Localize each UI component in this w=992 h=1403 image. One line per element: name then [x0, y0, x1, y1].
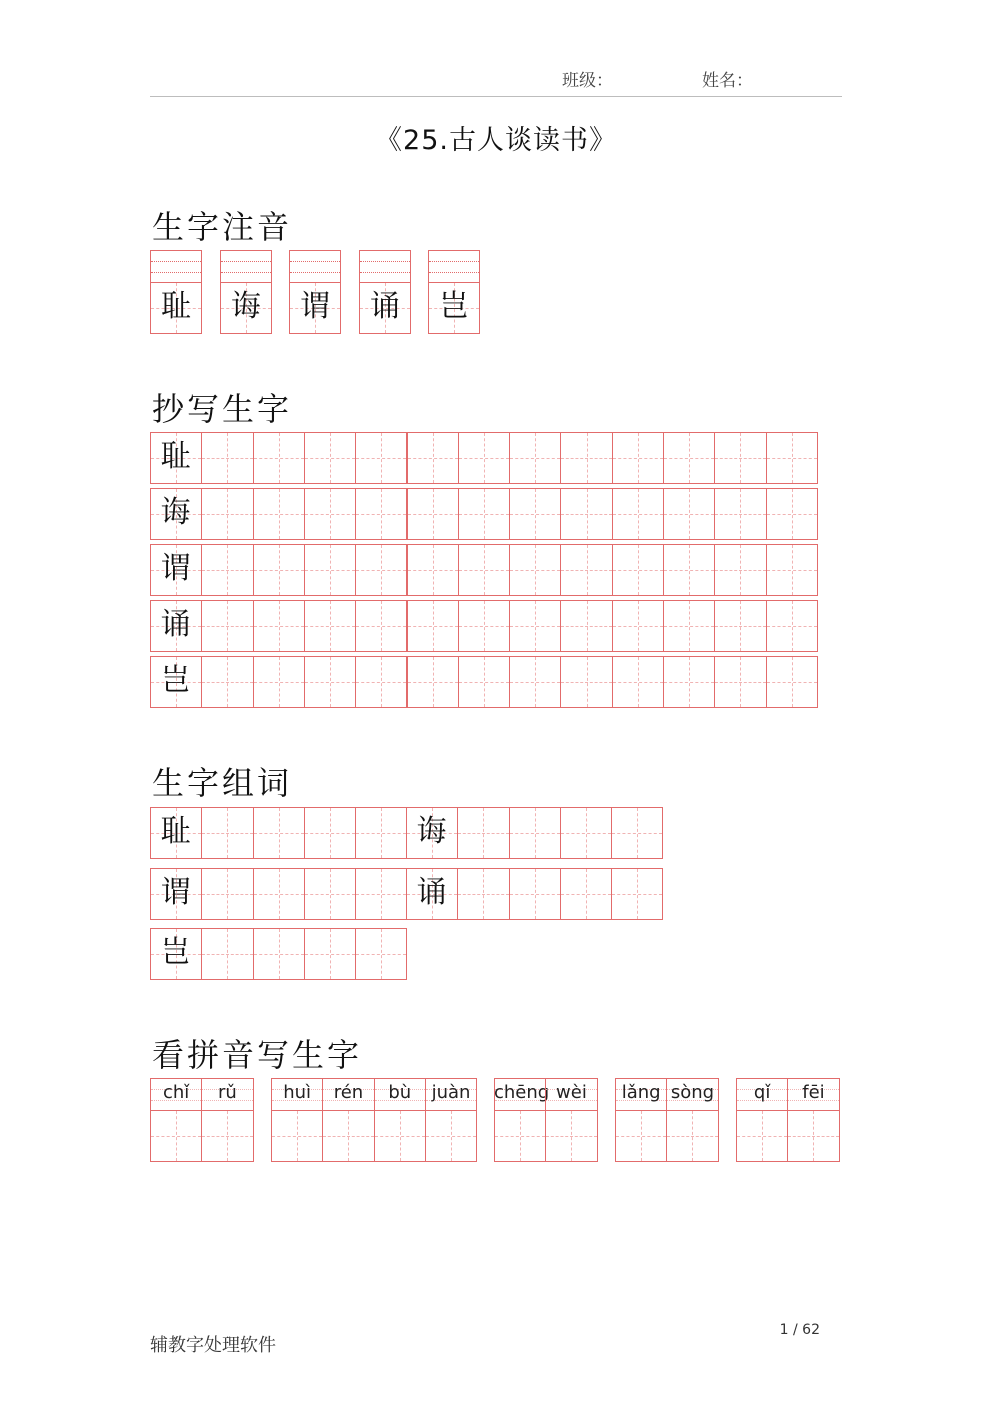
- guide-vertical: [381, 545, 382, 595]
- guide-vertical: [227, 869, 228, 919]
- copy-practice-cell: [714, 600, 766, 652]
- word-practice-cell: [355, 928, 407, 980]
- copy-practice-cell: [201, 656, 253, 708]
- copy-practice-cell: [612, 544, 664, 596]
- copy-model-char: 谓: [160, 550, 191, 586]
- copy-practice-cell: [253, 656, 305, 708]
- copy-practice-cell: [407, 600, 459, 652]
- guide-vertical: [279, 929, 280, 979]
- guide-vertical: [813, 1111, 814, 1161]
- guide-vertical: [740, 545, 741, 595]
- copy-practice-cell: [714, 656, 766, 708]
- copy-practice-cell: [560, 488, 612, 540]
- guide-vertical: [330, 545, 331, 595]
- copy-practice-cell: [612, 600, 664, 652]
- guide-vertical: [330, 929, 331, 979]
- copy-practice-cell: [560, 432, 612, 484]
- copy-practice-cell: [663, 488, 715, 540]
- copy-practice-cell: [663, 544, 715, 596]
- guide-vertical: [762, 1111, 763, 1161]
- copy-practice-cell: [458, 544, 510, 596]
- copy-practice-cell: [304, 432, 356, 484]
- section-title-pinyin: 看拼音写生字: [152, 1036, 363, 1074]
- guide-vertical: [330, 489, 331, 539]
- copy-practice-cell: [201, 600, 253, 652]
- copy-practice-cell: [355, 656, 407, 708]
- guide-vertical: [227, 808, 228, 858]
- word-practice-cell: [457, 807, 509, 859]
- word-practice-cell: [509, 807, 561, 859]
- guide-vertical: [637, 869, 638, 919]
- word-practice-cell: [253, 807, 305, 859]
- guide-vertical: [433, 433, 434, 483]
- copy-practice-cell: [253, 544, 305, 596]
- copy-practice-cell: [612, 488, 664, 540]
- copy-practice-cell: [766, 488, 818, 540]
- pinyin-answer-box: [150, 250, 202, 283]
- guide-vertical: [689, 489, 690, 539]
- word-model-char: 耻: [160, 813, 191, 849]
- guide-vertical: [433, 657, 434, 707]
- guide-vertical: [483, 808, 484, 858]
- guide-vertical: [637, 808, 638, 858]
- pinyin-answer-cell: [545, 1110, 597, 1162]
- char-label: 诵: [370, 289, 400, 324]
- copy-model-char: 耻: [160, 438, 191, 474]
- pinyin-guide-line: [221, 272, 271, 273]
- guide-vertical: [227, 657, 228, 707]
- pinyin-answer-cell: [615, 1110, 667, 1162]
- pinyin-text: bù: [388, 1082, 412, 1103]
- guide-vertical: [587, 545, 588, 595]
- pinyin-answer-cell: [425, 1110, 477, 1162]
- word-practice-cell: [253, 868, 305, 920]
- copy-practice-cell: [663, 432, 715, 484]
- guide-vertical: [638, 657, 639, 707]
- word-practice-cell: [201, 807, 253, 859]
- pinyin-text: rǔ: [218, 1082, 237, 1103]
- guide-vertical: [689, 545, 690, 595]
- pinyin-answer-box: [359, 250, 411, 283]
- guide-vertical: [330, 808, 331, 858]
- copy-practice-cell: [612, 656, 664, 708]
- word-practice-cell: [253, 928, 305, 980]
- copy-practice-cell: [304, 656, 356, 708]
- guide-vertical: [641, 1111, 642, 1161]
- pinyin-guide-line: [221, 261, 271, 262]
- page-title: 《25.古人谈读书》: [375, 125, 617, 156]
- guide-vertical: [535, 657, 536, 707]
- copy-practice-cell: [509, 488, 561, 540]
- name-label: 姓名：: [702, 71, 753, 91]
- guide-vertical: [638, 433, 639, 483]
- guide-vertical: [520, 1111, 521, 1161]
- guide-vertical: [587, 601, 588, 651]
- guide-vertical: [297, 1111, 298, 1161]
- guide-vertical: [638, 545, 639, 595]
- pinyin-answer-cell: [666, 1110, 718, 1162]
- guide-vertical: [279, 601, 280, 651]
- copy-practice-cell: [355, 432, 407, 484]
- guide-vertical: [348, 1111, 349, 1161]
- pinyin-guide-line: [429, 272, 479, 273]
- word-practice-cell: [611, 868, 663, 920]
- pinyin-guide-line: [429, 261, 479, 262]
- word-practice-cell: [560, 807, 612, 859]
- guide-vertical: [330, 869, 331, 919]
- copy-practice-cell: [355, 488, 407, 540]
- word-practice-cell: [560, 868, 612, 920]
- guide-vertical: [279, 869, 280, 919]
- copy-practice-cell: [612, 432, 664, 484]
- copy-practice-cell: [355, 544, 407, 596]
- guide-vertical: [279, 433, 280, 483]
- pinyin-answer-cell: [322, 1110, 374, 1162]
- char-label: 谓: [300, 289, 330, 324]
- guide-vertical: [381, 489, 382, 539]
- guide-vertical: [638, 489, 639, 539]
- guide-vertical: [792, 433, 793, 483]
- guide-vertical: [176, 1111, 177, 1161]
- pinyin-answer-cell: [787, 1110, 839, 1162]
- guide-vertical: [689, 657, 690, 707]
- copy-practice-cell: [407, 656, 459, 708]
- copy-practice-cell: [509, 600, 561, 652]
- guide-vertical: [279, 489, 280, 539]
- pinyin-text: qǐ: [753, 1082, 771, 1103]
- guide-vertical: [586, 808, 587, 858]
- guide-vertical: [330, 433, 331, 483]
- copy-practice-cell: [201, 544, 253, 596]
- copy-practice-cell: [458, 656, 510, 708]
- guide-vertical: [381, 433, 382, 483]
- guide-vertical: [484, 489, 485, 539]
- guide-vertical: [483, 869, 484, 919]
- pinyin-text: rén: [333, 1082, 364, 1103]
- copy-practice-cell: [355, 600, 407, 652]
- pinyin-answer-box: [289, 250, 341, 283]
- guide-vertical: [484, 601, 485, 651]
- guide-vertical: [692, 1111, 693, 1161]
- pinyin-answer-cell: [201, 1110, 253, 1162]
- copy-practice-cell: [714, 488, 766, 540]
- guide-vertical: [740, 657, 741, 707]
- guide-vertical: [484, 657, 485, 707]
- guide-vertical: [638, 601, 639, 651]
- word-practice-cell: [355, 807, 407, 859]
- word-practice-cell: [304, 807, 356, 859]
- guide-vertical: [227, 1111, 228, 1161]
- pinyin-guide-line: [290, 272, 340, 273]
- word-practice-cell: [509, 868, 561, 920]
- word-practice-cell: [304, 868, 356, 920]
- copy-model-char: 诵: [160, 606, 191, 642]
- copy-practice-cell: [407, 488, 459, 540]
- guide-vertical: [535, 808, 536, 858]
- guide-vertical: [792, 657, 793, 707]
- char-label: 岂: [439, 289, 469, 324]
- header-rule: [150, 96, 842, 97]
- pinyin-answer-cell: [494, 1110, 546, 1162]
- page-number: 1 / 62: [779, 1322, 820, 1338]
- copy-practice-cell: [509, 432, 561, 484]
- guide-vertical: [227, 601, 228, 651]
- copy-practice-cell: [714, 432, 766, 484]
- guide-vertical: [400, 1111, 401, 1161]
- word-practice-cell: [355, 868, 407, 920]
- copy-practice-cell: [201, 432, 253, 484]
- guide-vertical: [740, 489, 741, 539]
- guide-vertical: [740, 433, 741, 483]
- copy-practice-cell: [509, 544, 561, 596]
- copy-practice-cell: [766, 544, 818, 596]
- guide-vertical: [484, 433, 485, 483]
- pinyin-text: huì: [283, 1082, 312, 1103]
- pinyin-guide-line: [151, 272, 201, 273]
- pinyin-answer-box: [220, 250, 272, 283]
- word-model-char: 岂: [160, 934, 191, 970]
- guide-vertical: [227, 433, 228, 483]
- copy-practice-cell: [560, 600, 612, 652]
- pinyin-guide-line: [360, 261, 410, 262]
- guide-vertical: [381, 929, 382, 979]
- pinyin-answer-box: [428, 250, 480, 283]
- guide-vertical: [433, 545, 434, 595]
- guide-vertical: [689, 601, 690, 651]
- copy-practice-cell: [201, 488, 253, 540]
- guide-vertical: [330, 601, 331, 651]
- char-label: 耻: [161, 289, 191, 324]
- guide-vertical: [587, 657, 588, 707]
- guide-vertical: [433, 489, 434, 539]
- guide-vertical: [279, 545, 280, 595]
- section-title-copy: 抄写生字: [152, 390, 293, 428]
- copy-practice-cell: [304, 600, 356, 652]
- guide-vertical: [451, 1111, 452, 1161]
- word-practice-cell: [201, 868, 253, 920]
- guide-vertical: [535, 433, 536, 483]
- copy-practice-cell: [407, 544, 459, 596]
- copy-model-char: 岂: [160, 662, 191, 698]
- word-practice-cell: [457, 868, 509, 920]
- section-title-words: 生字组词: [152, 764, 293, 802]
- footer-source: 辅教字处理软件: [150, 1335, 276, 1356]
- pinyin-text: lǎng: [621, 1082, 661, 1103]
- guide-vertical: [586, 869, 587, 919]
- guide-vertical: [792, 489, 793, 539]
- copy-practice-cell: [766, 656, 818, 708]
- pinyin-guide-line: [151, 261, 201, 262]
- word-practice-cell: [304, 928, 356, 980]
- class-label: 班级：: [562, 71, 613, 91]
- copy-practice-cell: [560, 656, 612, 708]
- guide-vertical: [535, 489, 536, 539]
- pinyin-answer-cell: [150, 1110, 202, 1162]
- pinyin-guide-line: [360, 272, 410, 273]
- guide-vertical: [689, 433, 690, 483]
- pinyin-text: wèi: [556, 1082, 587, 1103]
- guide-vertical: [740, 601, 741, 651]
- copy-practice-cell: [766, 600, 818, 652]
- guide-vertical: [381, 657, 382, 707]
- guide-vertical: [792, 545, 793, 595]
- pinyin-text: chēng: [494, 1082, 550, 1103]
- guide-vertical: [227, 545, 228, 595]
- guide-vertical: [535, 869, 536, 919]
- pinyin-answer-cell: [374, 1110, 426, 1162]
- guide-vertical: [279, 657, 280, 707]
- char-label: 诲: [231, 289, 261, 324]
- guide-vertical: [535, 545, 536, 595]
- guide-vertical: [279, 808, 280, 858]
- pinyin-guide-line: [290, 261, 340, 262]
- copy-practice-cell: [766, 432, 818, 484]
- word-model-char: 诲: [416, 813, 447, 849]
- word-practice-cell: [611, 807, 663, 859]
- section-title-annotate: 生字注音: [152, 208, 293, 246]
- guide-vertical: [330, 657, 331, 707]
- pinyin-text: chǐ: [162, 1082, 190, 1103]
- copy-model-char: 诲: [160, 494, 191, 530]
- copy-practice-cell: [304, 544, 356, 596]
- copy-practice-cell: [253, 488, 305, 540]
- guide-vertical: [227, 929, 228, 979]
- copy-practice-cell: [458, 432, 510, 484]
- guide-vertical: [381, 808, 382, 858]
- word-model-char: 诵: [416, 874, 447, 910]
- guide-vertical: [227, 489, 228, 539]
- pinyin-text: fēi: [802, 1082, 825, 1103]
- pinyin-text: juàn: [431, 1082, 471, 1103]
- copy-practice-cell: [304, 488, 356, 540]
- pinyin-text: sòng: [670, 1082, 715, 1103]
- copy-practice-cell: [560, 544, 612, 596]
- copy-practice-cell: [714, 544, 766, 596]
- copy-practice-cell: [509, 656, 561, 708]
- copy-practice-cell: [407, 432, 459, 484]
- guide-vertical: [571, 1111, 572, 1161]
- copy-practice-cell: [253, 432, 305, 484]
- guide-vertical: [587, 433, 588, 483]
- guide-vertical: [381, 869, 382, 919]
- guide-vertical: [535, 601, 536, 651]
- guide-vertical: [792, 601, 793, 651]
- copy-practice-cell: [663, 600, 715, 652]
- word-model-char: 谓: [160, 874, 191, 910]
- guide-vertical: [587, 489, 588, 539]
- copy-practice-cell: [663, 656, 715, 708]
- guide-vertical: [484, 545, 485, 595]
- pinyin-answer-cell: [736, 1110, 788, 1162]
- copy-practice-cell: [458, 600, 510, 652]
- word-practice-cell: [201, 928, 253, 980]
- copy-practice-cell: [253, 600, 305, 652]
- guide-vertical: [381, 601, 382, 651]
- pinyin-answer-cell: [271, 1110, 323, 1162]
- guide-vertical: [433, 601, 434, 651]
- copy-practice-cell: [458, 488, 510, 540]
